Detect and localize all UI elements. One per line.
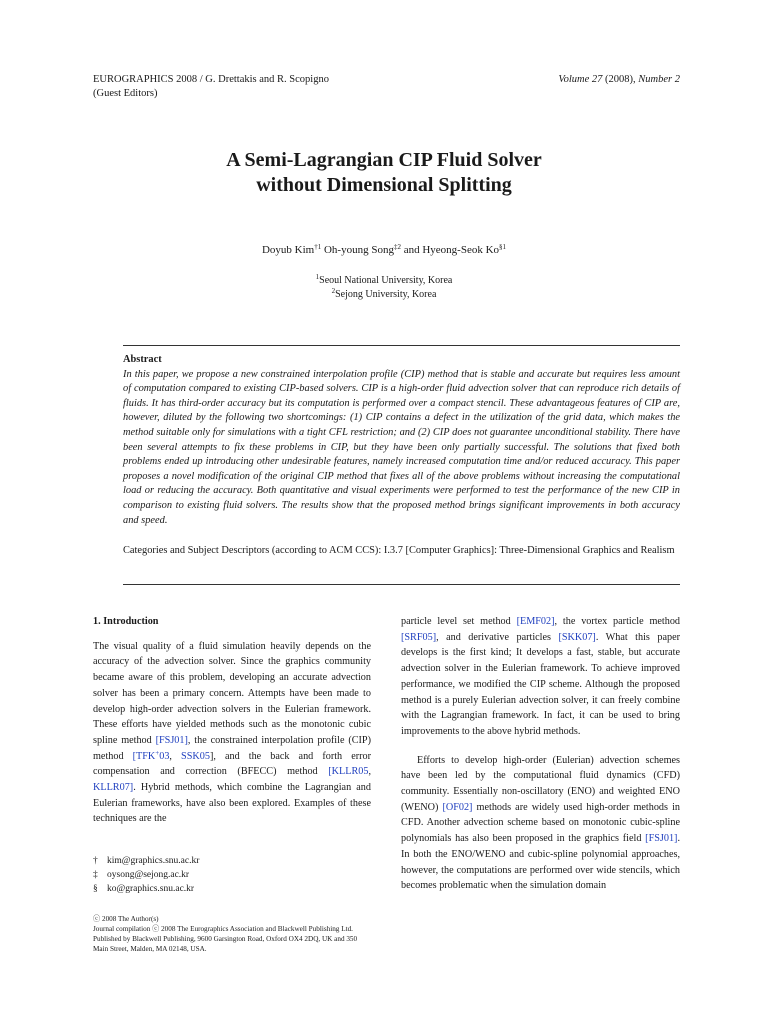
- citation-tfk03-year: 03: [159, 750, 170, 762]
- affiliation-1: [0, 274, 768, 288]
- footnote-email-song: oysong@sejong.ac.kr: [107, 870, 190, 880]
- abstract-block: [123, 353, 680, 528]
- citation-separator-2: ,: [368, 766, 371, 778]
- citation-separator-1: ,: [169, 750, 182, 762]
- title-line-2: without Dimensional Splitting: [256, 174, 512, 196]
- right-text-c: , and derivative particles: [436, 631, 559, 643]
- citation-bracket-close: ]: [209, 750, 214, 762]
- guest-editors-line: (Guest Editors): [93, 88, 158, 99]
- copyright-line-3: Published by Blackwell Publishing, 9600 Garsington Road, Oxford OX4 2DQ, UK and 350: [93, 935, 358, 943]
- right-text-b: , the vortex particle method: [554, 616, 681, 627]
- categories-descriptors: Categories and Subject Descriptors (according to ACM CCS): I.3.7 [Computer Graphics]: Three-Dimensional Graphics and Realism: [123, 545, 675, 556]
- intro-text-b: , the constrained interpolation profile (CIP) method: [93, 734, 371, 762]
- citation-tfk03-link[interactable]: [132, 748, 170, 762]
- citation-kllr07-link[interactable]: KLLR07]: [93, 782, 134, 794]
- left-column: [93, 614, 371, 827]
- running-header-left: [93, 73, 329, 101]
- running-header-right: [558, 73, 680, 87]
- footnote-section-mark: §: [93, 884, 98, 894]
- volume-label: Volume 27: [558, 74, 603, 85]
- footnote-email-kim: kim@graphics.snu.ac.kr: [107, 856, 200, 866]
- author-2: Oh-young Song: [321, 244, 394, 256]
- citation-emf02-link[interactable]: [EMF02]: [516, 616, 555, 627]
- citation-ssk05-link[interactable]: SSK05: [181, 750, 210, 762]
- citation-skk07-link[interactable]: [SKK07]: [558, 631, 596, 643]
- affiliation-2-text: Sejong University, Korea: [335, 289, 437, 300]
- affiliation-1-mark: 1: [315, 273, 320, 281]
- citation-of02-link[interactable]: [OF02]: [442, 801, 473, 813]
- affiliations: [0, 274, 768, 302]
- intro-text-a: The visual quality of a fluid simulation heavily depends on the accuracy of the advection solver. Since the graphics community became aware of this problem, developing an accurate advection solver has been a primary concern. Attempts have been made to develop high-order advection solvers in the Eulerian framework. These efforts have yielded methods such as the monotonic cubic spline method: [93, 640, 371, 746]
- citation-srf05-link[interactable]: [SRF05]: [401, 631, 437, 643]
- title-line-1: A Semi-Lagrangian CIP Fluid Solver: [226, 149, 542, 171]
- footnote-3: [93, 882, 194, 896]
- abstract-top-rule: [123, 345, 680, 346]
- citation-fsj01-link-right[interactable]: [FSJ01]: [645, 833, 678, 845]
- citation-tfk03-plus: +: [155, 748, 160, 757]
- citation-fsj01-link[interactable]: [FSJ01]: [155, 734, 188, 746]
- intro-text-c: , and the back and forth error compensation and correction (BFECC) method: [93, 750, 372, 778]
- paper-title: [0, 148, 768, 198]
- copyright-notice: [93, 914, 383, 954]
- year-label: (2008),: [602, 74, 639, 85]
- abstract-heading: Abstract: [123, 354, 162, 365]
- section-title-introduction: 1. Introduction: [93, 616, 159, 627]
- footnote-dagger-mark: †: [93, 856, 98, 866]
- author-1: Doyub Kim: [261, 244, 315, 256]
- affiliation-2-mark: 2: [331, 287, 336, 295]
- right-paragraph-2: [401, 753, 680, 894]
- citation-kllr05-link[interactable]: [KLLR05: [328, 766, 369, 778]
- author-3: and Hyeong-Seok Ko: [400, 244, 500, 256]
- intro-paragraph-1: [93, 639, 371, 827]
- author-3-mark: §1: [499, 243, 507, 251]
- footnote-2: [93, 868, 189, 882]
- abstract-body: In this paper, we propose a new constrained interpolation profile (CIP) method that is stable and accurate but requires less amount of computation compared to existing CIP-based solvers. CIP is a high-order fluid advection solver that can reproduce rich details of fluids. It has third-order accuracy but its computation is performed over a compact stencil. These advantageous features of CIP are, however, diluted by the following two shortcomings: (1) CIP contains a defect in the utilization of the grid data, which makes the method suitable only for simulations with a tight CFL restriction; and (2) CIP does not guarantee unconditional stability. There have been several attempts to fix these problems in CIP, but they have been only partially successful. The solutions that fixed both problems ended up introducing other undesirable features, namely increased computation time and/or reduced accuracy. This paper proposes a novel modification of the original CIP method that fixes all of the above problems without increasing the computational load or reducing the accuracy. Both quantitative and visual experiments were performed to test the performance of the new CIP in comparison to existing fluid solvers. The results show that the proposed method brings significant improvements in both accuracy and speed.: [123, 368, 680, 526]
- conference-line: EUROGRAPHICS 2008 / G. Drettakis and R. Scopigno: [93, 74, 329, 85]
- author-2-mark: ‡2: [393, 243, 401, 251]
- affiliation-1-text: Seoul National University, Korea: [319, 275, 453, 286]
- citation-tfk03-key: [TFK: [132, 750, 156, 762]
- intro-text-d: . Hybrid methods, which combine the Lagrangian and Eulerian frameworks, have also been explored. Examples of these techniques are the: [93, 782, 371, 825]
- number-label: Number 2: [638, 74, 680, 85]
- right-text-g: . In both the ENO/WENO and cubic-spline polynomial approaches, however, the computations are performed over wide stencils, which becomes problematic when the simulation domain: [401, 833, 680, 892]
- author-list: [0, 244, 768, 256]
- copyright-line-2: Journal compilation ⓒ 2008 The Eurographics Association and Blackwell Publishing Ltd.: [93, 925, 353, 933]
- right-text-d: . What this paper develops is the first kind; It develops a fast, stable, but accurate advection solver in the Eulerian framework. To achieve improved performance, we modified the CIP scheme. Although the proposed method is a purely Eulerian advection solver, it can freely combine with the Lagrangian framework. In fact, it can be used to bring improvements to the above hybrid methods.: [401, 631, 680, 737]
- right-text-f: methods are widely used high-order methods in CFD. Another advection scheme based on monotonic cubic-spline polynomials has also been proposed in the graphics field: [401, 801, 680, 845]
- right-column: [401, 614, 680, 894]
- abstract-bottom-rule: [123, 584, 680, 585]
- author-1-mark: †1: [314, 243, 322, 251]
- footnote-double-dagger-mark: ‡: [93, 870, 98, 880]
- copyright-line-1: ⓒ 2008 The Author(s): [93, 915, 159, 923]
- copyright-line-4: Main Street, Malden, MA 02148, USA.: [93, 945, 207, 953]
- affiliation-2: [0, 288, 768, 302]
- footnote-1: [93, 854, 199, 868]
- right-paragraph-1: [401, 614, 680, 740]
- right-text-e: Efforts to develop high-order (Eulerian) advection schemes have been led by the computational fluid dynamics (CFD) community. Essentially non-oscillatory (ENO) and weighted ENO (WENO): [401, 754, 680, 813]
- footnote-email-ko: ko@graphics.snu.ac.kr: [107, 884, 195, 894]
- right-text-a: particle level set method: [401, 616, 517, 627]
